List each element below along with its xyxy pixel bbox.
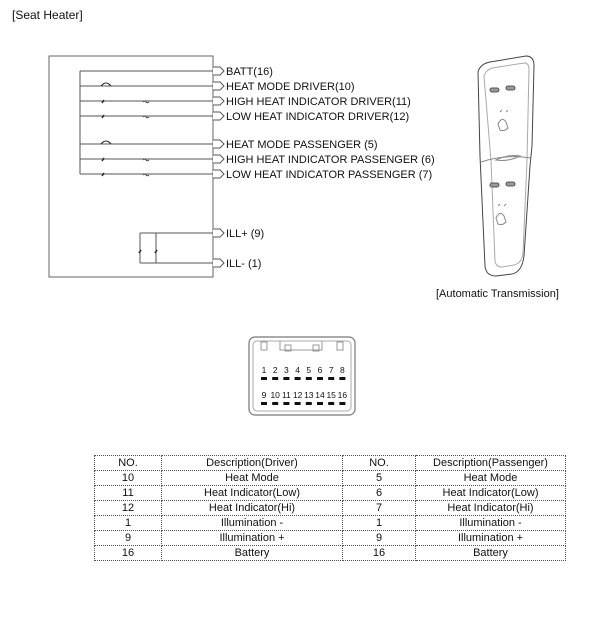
pin-arrow-icon	[213, 155, 224, 163]
connector-pin-slot	[261, 377, 267, 380]
switch-box	[49, 56, 213, 277]
cell-no-driver: 1	[95, 516, 162, 531]
connector-pin-number: 8	[340, 365, 345, 375]
connector-pin-slot	[295, 377, 301, 380]
connector-pin-slot	[328, 402, 334, 405]
cell-description-passenger: Heat Mode	[416, 471, 566, 486]
cell-description-driver: Illumination +	[162, 531, 343, 546]
cell-description-passenger: Battery	[416, 546, 566, 561]
pin-arrow-icon	[213, 229, 224, 237]
connector-pin-number: 7	[328, 365, 334, 375]
seat-heat-icon	[498, 110, 508, 131]
pin-label-heat-mode-passenger: HEAT MODE PASSENGER (5)	[226, 139, 378, 151]
table-header-row	[95, 456, 566, 471]
table-row	[95, 501, 566, 516]
cell-description-driver: Heat Indicator(Hi)	[162, 501, 343, 516]
connector-pin-slot	[317, 402, 323, 405]
connector-pin-number: 6	[317, 365, 323, 375]
cell-description-driver: Heat Indicator(Low)	[162, 486, 343, 501]
pin-label-low-heat-driver: LOW HEAT INDICATOR DRIVER(12)	[226, 111, 410, 123]
cell-description-passenger: Illumination +	[416, 531, 566, 546]
connector-pin-number: 3	[284, 365, 289, 375]
cell-description-passenger: Illumination -	[416, 516, 566, 531]
connector-pin-slot	[339, 402, 345, 405]
header-description-driver: Description(Driver)	[162, 456, 343, 471]
seat-heater-switch-illustration	[478, 56, 534, 276]
connector-pin-slot	[306, 402, 312, 405]
pin-arrow-icon	[213, 140, 224, 148]
pin-label-ill-plus: ILL+ (9)	[226, 228, 265, 240]
cell-description-driver: Battery	[162, 546, 343, 561]
indicator-led-icon	[490, 183, 499, 187]
connector-pin-slot	[317, 377, 323, 380]
connector-pin-slot	[272, 402, 278, 405]
pin-label-low-heat-passenger: LOW HEAT INDICATOR PASSENGER (7)	[226, 169, 433, 181]
connector-bottom-row	[261, 390, 347, 405]
cell-description-driver: Illumination -	[162, 516, 343, 531]
table-row	[95, 471, 566, 486]
header-description-passenger: Description(Passenger)	[416, 456, 566, 471]
cell-no-driver: 10	[95, 471, 162, 486]
pin-arrow-icon	[213, 112, 224, 120]
connector-pin-number: 11	[281, 390, 291, 400]
pin-label-batt: BATT(16)	[226, 66, 273, 78]
pin-arrow-icon	[213, 67, 224, 75]
connector-pin-slot	[295, 402, 301, 405]
pin-arrow-icon	[213, 82, 224, 90]
pin-arrow-icon	[213, 170, 224, 178]
seat-heat-icon	[496, 204, 506, 225]
connector-pin-slot	[339, 377, 345, 380]
connector-pin-number: 4	[295, 365, 300, 375]
connector-pin-number: 16	[337, 390, 348, 400]
internal-wiring	[80, 71, 213, 263]
cell-no-driver: 11	[95, 486, 162, 501]
connector-pin-number: 9	[261, 390, 267, 400]
header-no-driver: NO.	[95, 456, 162, 471]
connector-pin-number: 12	[292, 390, 303, 400]
cell-no-passenger: 5	[343, 471, 416, 486]
pin-label-high-heat-passenger: HIGH HEAT INDICATOR PASSENGER (6)	[226, 154, 435, 166]
indicator-led-icon	[506, 86, 515, 90]
pin-label-ill-minus: ILL- (1)	[226, 258, 262, 270]
table-row	[95, 486, 566, 501]
connector-pin-slot	[328, 377, 334, 380]
header-no-passenger: NO.	[343, 456, 416, 471]
pin-label-heat-mode-driver: HEAT MODE DRIVER(10)	[226, 81, 355, 93]
pin-arrow-icon	[213, 97, 224, 105]
indicator-led-icon	[506, 182, 515, 186]
pin-arrows	[213, 67, 224, 267]
cell-no-passenger: 9	[343, 531, 416, 546]
cell-description-passenger: Heat Indicator(Hi)	[416, 501, 566, 516]
section-title: [Seat Heater]	[12, 8, 83, 22]
connector-pin-slot	[261, 402, 267, 405]
pin-label-high-heat-driver: HIGH HEAT INDICATOR DRIVER(11)	[226, 96, 411, 108]
cell-no-driver: 9	[95, 531, 162, 546]
connector-pin-number: 1	[261, 365, 267, 375]
connector-pin-slot	[283, 377, 289, 380]
cell-no-passenger: 7	[343, 501, 416, 516]
table-row	[95, 516, 566, 531]
cell-no-passenger: 16	[343, 546, 416, 561]
table-row	[95, 546, 566, 561]
cell-description-passenger: Heat Indicator(Low)	[416, 486, 566, 501]
connector-pin-number: 14	[315, 390, 325, 400]
connector-pin-number: 15	[326, 390, 336, 400]
pin-arrow-icon	[213, 259, 224, 267]
cell-no-driver: 12	[95, 501, 162, 516]
pin-description-table	[94, 455, 566, 561]
cell-no-passenger: 6	[343, 486, 416, 501]
table-row	[95, 531, 566, 546]
cell-no-passenger: 1	[343, 516, 416, 531]
connector-pin-slot	[283, 402, 289, 405]
connector-pin-number: 2	[272, 365, 278, 375]
connector-top-row	[261, 365, 345, 380]
connector-pin-number: 13	[304, 390, 314, 400]
cell-no-driver: 16	[95, 546, 162, 561]
connector-pin-number: 5	[306, 365, 312, 375]
indicator-led-icon	[490, 88, 499, 92]
cell-description-driver: Heat Mode	[162, 471, 343, 486]
connector-pin-number: 10	[270, 390, 280, 400]
connector-pin-slot	[272, 377, 278, 380]
connector-pin-slot	[306, 377, 312, 380]
switch-caption: [Automatic Transmission]	[436, 288, 559, 300]
